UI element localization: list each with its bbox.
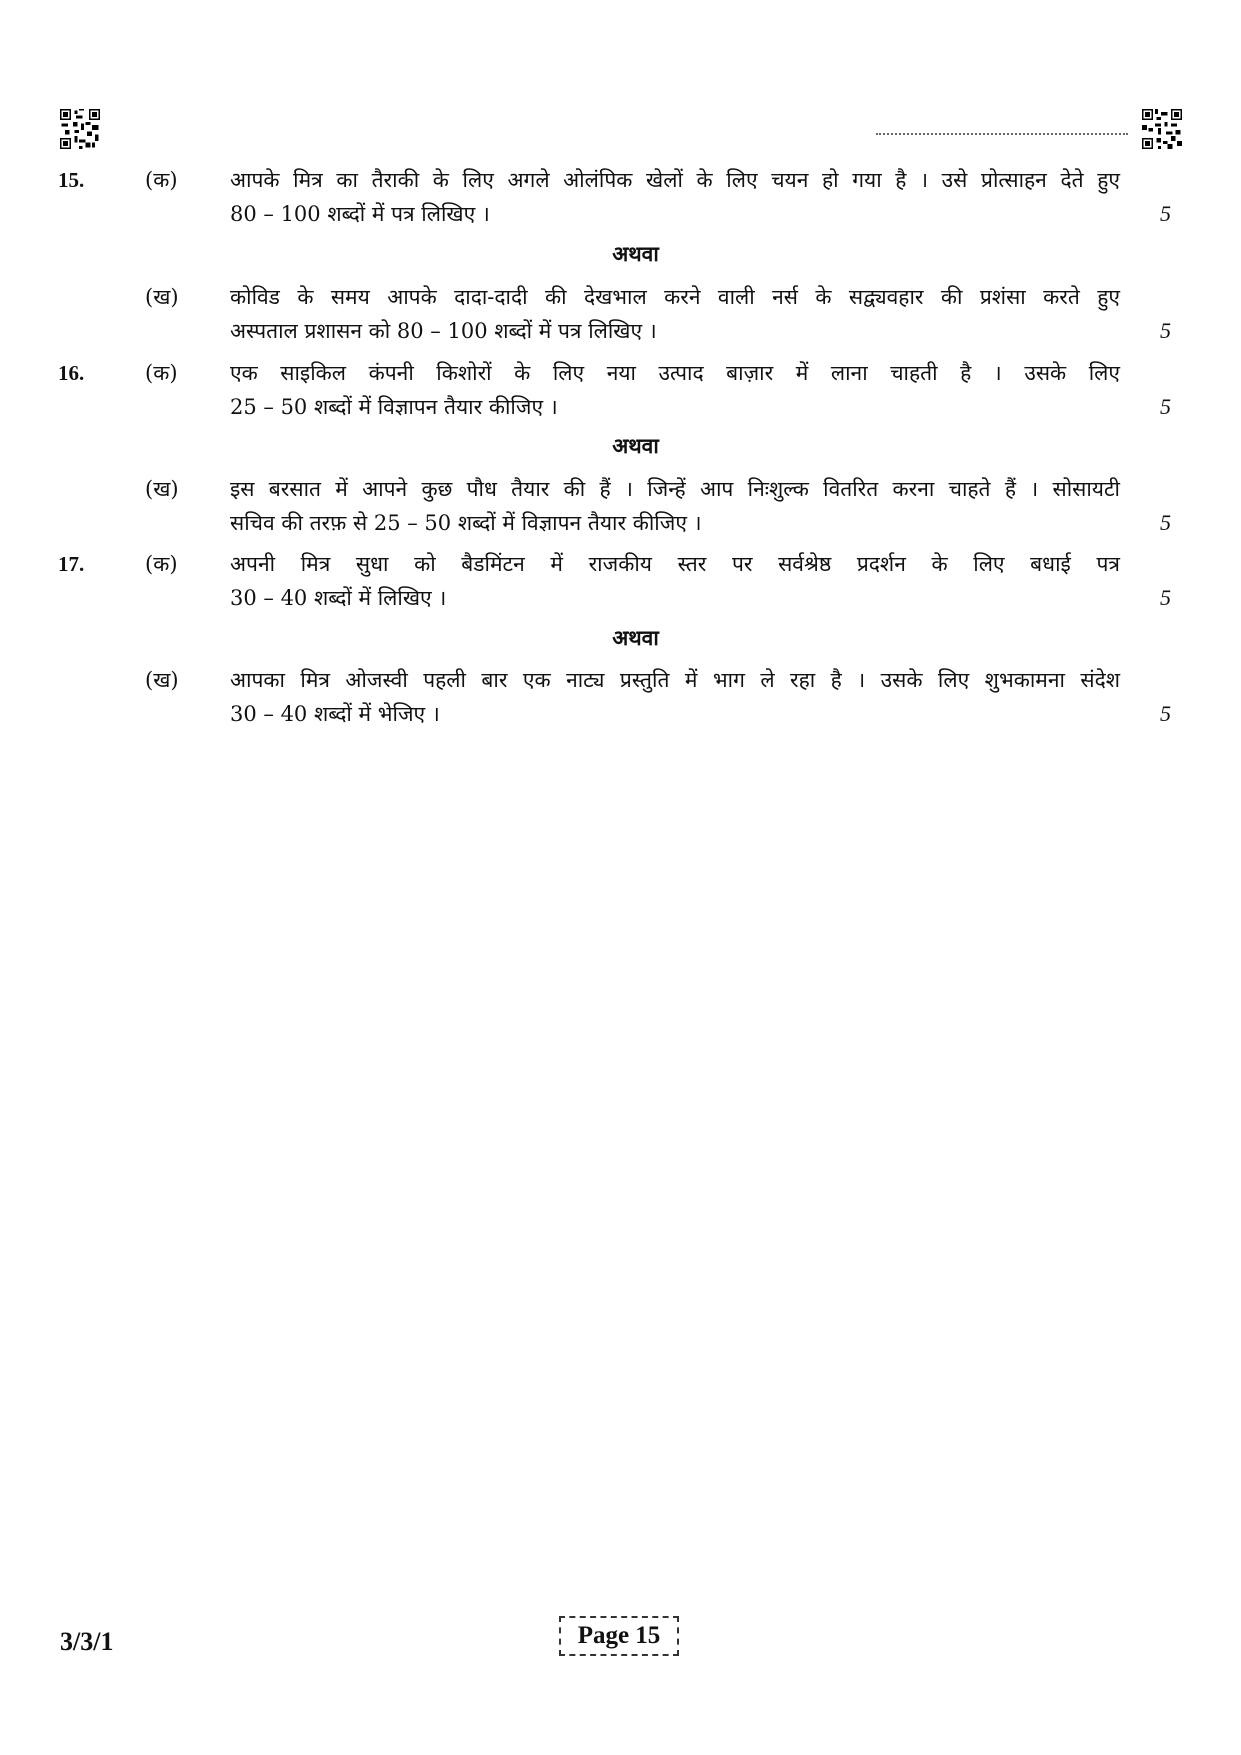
- marks: 5: [1160, 394, 1171, 419]
- question-line: अस्पताल प्रशासन को 80 – 100 शब्दों में पत्र लिखिए ।: [230, 319, 657, 343]
- question-number: 15.: [58, 168, 85, 192]
- question-line: 30 – 40 शब्दों में भेजिए ।: [230, 702, 440, 726]
- question-line: 80 – 100 शब्दों में पत्र लिखिए ।: [230, 202, 490, 226]
- marks: 5: [1160, 585, 1171, 610]
- question-text: [230, 280, 1120, 348]
- option-label: (क): [145, 168, 178, 192]
- or-separator: अथवा: [612, 241, 659, 266]
- question-number: 17.: [58, 552, 85, 576]
- question-text: [230, 356, 1120, 424]
- question-line: एक साइकिल कंपनी किशोरों के लिए नया उत्पाद बाज़ार में लाना चाहती है । उसके लिए: [230, 361, 1120, 385]
- marks: 5: [1160, 510, 1171, 535]
- paper-code: 3/3/1: [60, 1627, 114, 1656]
- option-label: (ख): [145, 668, 179, 692]
- question-line: सचिव की तरफ़ से 25 – 50 शब्दों में विज्ञापन तैयार कीजिए ।: [230, 511, 702, 535]
- question-line: 25 – 50 शब्दों में विज्ञापन तैयार कीजिए ।: [230, 395, 558, 419]
- marks: 5: [1160, 318, 1171, 343]
- question-line: 30 – 40 शब्दों में लिखिए ।: [230, 586, 447, 610]
- qr-code-icon: [1142, 109, 1182, 149]
- option-label: (क): [145, 552, 178, 576]
- question-line: अपनी मित्र सुधा को बैडमिंटन में राजकीय स्तर पर सर्वश्रेष्ठ प्रदर्शन के लिए बधाई पत्र: [230, 552, 1120, 576]
- question-line: इस बरसात में आपने कुछ पौध तैयार की हैं । जिन्हें आप निःशुल्क वितरित करना चाहते हैं । सोसायटी: [230, 477, 1120, 501]
- marks: 5: [1160, 701, 1171, 726]
- question-line: आपके मित्र का तैराकी के लिए अगले ओलंपिक खेलों के लिए चयन हो गया है । उसे प्रोत्साहन देते हुए: [230, 168, 1120, 192]
- question-line: आपका मित्र ओजस्वी पहली बार एक नाट्य प्रस्तुति में भाग ले रहा है । उसके लिए शुभकामना संदेश: [230, 668, 1120, 692]
- or-separator: अथवा: [612, 433, 659, 458]
- option-label: (ख): [145, 477, 179, 501]
- header-dotted-line: [876, 133, 1128, 135]
- qr-code-icon: [60, 109, 100, 149]
- question-number: 16.: [58, 361, 85, 385]
- question-line: कोविड के समय आपके दादा-दादी की देखभाल करने वाली नर्स के सद्व्यवहार की प्रशंसा करते हुए: [230, 285, 1120, 309]
- page-number: Page 15: [559, 1616, 679, 1656]
- option-label: (ख): [145, 285, 179, 309]
- question-text: [230, 472, 1120, 540]
- question-text: [230, 663, 1120, 731]
- option-label: (क): [145, 361, 178, 385]
- marks: 5: [1160, 201, 1171, 226]
- question-text: [230, 547, 1120, 615]
- question-text: [230, 163, 1120, 231]
- or-separator: अथवा: [612, 625, 659, 650]
